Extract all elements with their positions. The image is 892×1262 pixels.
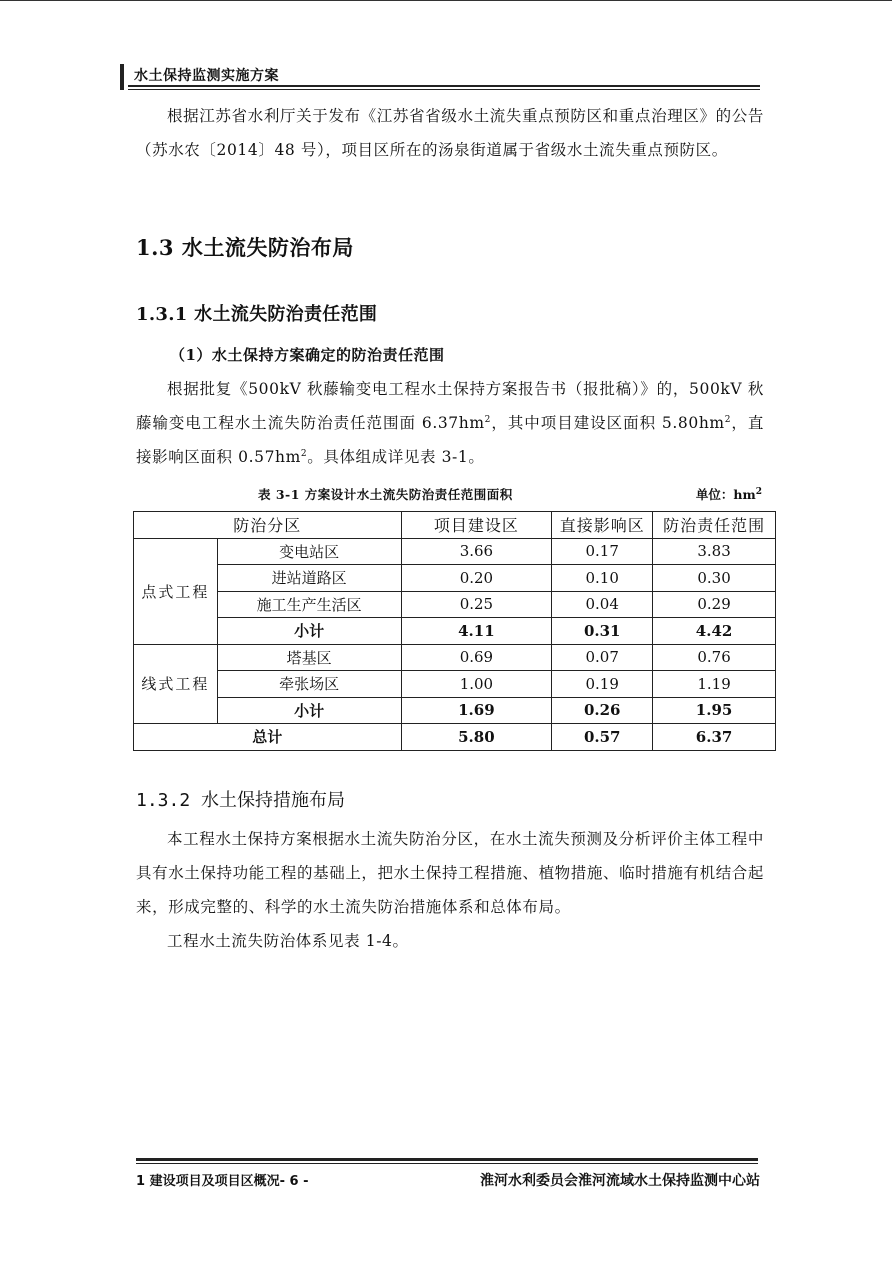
- footer-organization: 淮河水利委员会淮河流域水土保持监测中心站: [480, 1173, 760, 1189]
- row-name: 变电站区: [217, 538, 401, 565]
- group-line-project: 线式工程: [134, 644, 218, 724]
- measures-paragraph: 本工程水土保持方案根据水土流失防治分区，在水土流失预测及分析评价主体工程中具有水土保持功能工程的基础上，把水土保持工程措施、植物措施、临时措施有机结合起来，形成完整的、科学的水土流失防治措施体系和总体布局。: [136, 830, 764, 916]
- subtotal-name: 小计: [217, 697, 401, 724]
- page-top-border: [0, 0, 892, 1]
- system-reference-paragraph: 工程水土流失防治体系见表 1-4。: [167, 932, 409, 950]
- responsibility-area-table: [133, 511, 776, 751]
- row-total: 3.83: [653, 538, 776, 565]
- page-header: [120, 62, 760, 92]
- row-build: 0.69: [401, 644, 552, 671]
- section-1-3-heading: 1.3 水土流失防治布局: [136, 235, 354, 260]
- header-impact-area: 直接影响区: [552, 512, 653, 539]
- superscript-3: 2: [300, 448, 308, 459]
- responsibility-text-1: 根据批复《500kV 秋藤输变电工程水土保持方案报告书（报批稿）》的，500kV 秋藤输变电工程水土流失防治责任范围面 6.37hm: [136, 380, 764, 432]
- footer-rule-thin: [136, 1163, 758, 1164]
- responsibility-text-4: 。具体组成详见表 3-1。: [307, 448, 485, 466]
- grand-total-build: 5.80: [401, 724, 552, 751]
- table-row: [134, 644, 776, 671]
- row-name: 进站道路区: [217, 565, 401, 592]
- footer-chapter-page: 1 建设项目及项目区概况- 6 -: [136, 1174, 309, 1189]
- subtotal-total: 4.42: [653, 618, 776, 645]
- responsibility-text-3: ，直接影响区面积 0.57hm: [136, 414, 764, 466]
- row-build: 0.25: [401, 591, 552, 618]
- table-row: [134, 671, 776, 698]
- subtotal-total: 1.95: [653, 697, 776, 724]
- grand-total-impact: 0.57: [552, 724, 653, 751]
- row-build: 3.66: [401, 538, 552, 565]
- table-caption: 表 3-1 方案设计水土流失防治责任范围面积: [258, 487, 513, 502]
- row-impact: 0.17: [552, 538, 653, 565]
- row-impact: 0.07: [552, 644, 653, 671]
- section-1-3-2-heading: 1.3.2 水土保持措施布局: [136, 790, 346, 811]
- subsection-1-heading: （1）水土保持方案确定的防治责任范围: [170, 346, 445, 364]
- grand-total-row: [134, 724, 776, 751]
- table-unit-superscript: 2: [755, 486, 762, 497]
- row-total: 0.29: [653, 591, 776, 618]
- grand-total-name: 总计: [134, 724, 402, 751]
- superscript-1: 2: [484, 414, 491, 425]
- row-impact: 0.04: [552, 591, 653, 618]
- row-build: 1.00: [401, 671, 552, 698]
- subtotal-row: [134, 697, 776, 724]
- header-double-rule: [128, 85, 760, 91]
- page-footer: [136, 1158, 758, 1198]
- header-rule-thick: [128, 85, 760, 87]
- row-build: 0.20: [401, 565, 552, 592]
- row-name: 施工生产生活区: [217, 591, 401, 618]
- section-1-3-1-heading: 1.3.1 水土流失防治责任范围: [136, 304, 378, 325]
- row-total: 0.76: [653, 644, 776, 671]
- table-row: [134, 591, 776, 618]
- subtotal-build: 1.69: [401, 697, 552, 724]
- grand-total-total: 6.37: [653, 724, 776, 751]
- table-header-row: [134, 512, 776, 539]
- header-title: 水土保持监测实施方案: [134, 68, 279, 84]
- superscript-2: 2: [724, 414, 732, 425]
- responsibility-paragraph: [136, 372, 764, 474]
- table-unit-label: [696, 485, 762, 503]
- header-zone: 防治分区: [134, 512, 402, 539]
- subtotal-impact: 0.31: [552, 618, 653, 645]
- row-impact: 0.19: [552, 671, 653, 698]
- responsibility-text-2: ，其中项目建设区面积 5.80hm: [490, 414, 725, 432]
- row-total: 0.30: [653, 565, 776, 592]
- subtotal-name: 小计: [217, 618, 401, 645]
- table-caption-row: [136, 483, 764, 505]
- intro-paragraph: 根据江苏省水利厅关于发布《江苏省省级水土流失重点预防区和重点治理区》的公告（苏水农〔2014〕48 号），项目区所在的汤泉街道属于省级水土流失重点预防区。: [136, 107, 764, 159]
- group-point-project: 点式工程: [134, 538, 218, 644]
- row-name: 牵张场区: [217, 671, 401, 698]
- header-rule-thin: [128, 89, 760, 90]
- row-impact: 0.10: [552, 565, 653, 592]
- table-row: [134, 565, 776, 592]
- header-build-area: 项目建设区: [401, 512, 552, 539]
- subtotal-build: 4.11: [401, 618, 552, 645]
- subtotal-row: [134, 618, 776, 645]
- table-unit-text: 单位：hm: [695, 487, 756, 502]
- footer-rule-thick: [136, 1158, 758, 1161]
- header-marker-bar: [120, 64, 124, 90]
- table-row: [134, 538, 776, 565]
- header-responsibility-range: 防治责任范围: [653, 512, 776, 539]
- row-name: 塔基区: [217, 644, 401, 671]
- row-total: 1.19: [653, 671, 776, 698]
- subtotal-impact: 0.26: [552, 697, 653, 724]
